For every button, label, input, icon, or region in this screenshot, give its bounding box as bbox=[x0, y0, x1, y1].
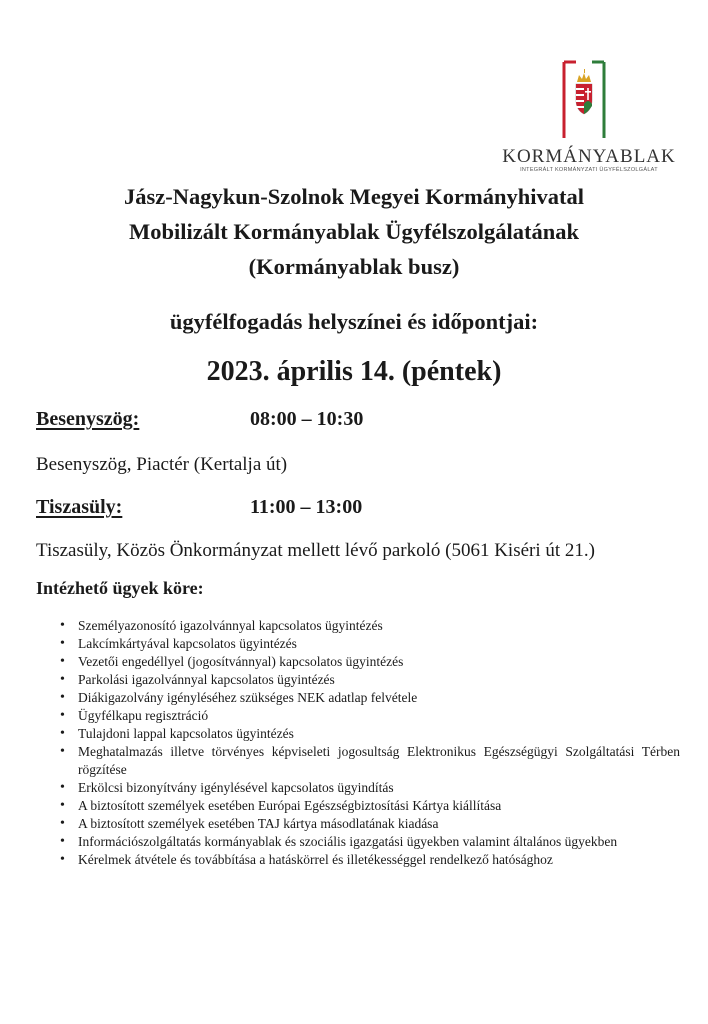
list-item: • Parkolási igazolvánnyal kapcsolatos ügyintézés bbox=[60, 671, 680, 689]
logo-wordmark: KORMÁNYABLAK bbox=[502, 146, 676, 167]
list-item: • Erkölcsi bizonyítvány igénylésével kapcsolatos ügyindítás bbox=[60, 779, 680, 797]
location-address-tiszasuly: Tiszasüly, Közös Önkormányzat mellett lévő parkoló (5061 Kiséri út 21.) bbox=[36, 540, 595, 561]
list-item: • Információszolgáltatás kormányablak és szociális igazgatási ügyekben valamint általános ügyekben bbox=[60, 833, 680, 851]
list-item: • Kérelmek átvétele és továbbítása a hatáskörrel és illetékességgel rendelkező hatósághoz bbox=[60, 851, 680, 869]
services-heading: Intézhető ügyek köre: bbox=[36, 578, 204, 598]
list-item: • Ügyfélkapu regisztráció bbox=[60, 707, 680, 725]
document-title-line-1: Jász-Nagykun-Szolnok Megyei Kormányhivatal bbox=[123, 184, 584, 209]
location-address-besenyszog: Besenyszög, Piactér (Kertalja út) bbox=[36, 454, 288, 475]
list-item: • Lakcímkártyával kapcsolatos ügyintézés bbox=[60, 635, 680, 653]
list-item: • Személyazonosító igazolvánnyal kapcsolatos ügyintézés bbox=[60, 617, 680, 635]
kormanyablak-logo bbox=[500, 60, 678, 178]
hungarian-coat-of-arms-icon bbox=[560, 60, 608, 140]
logo-subtitle: INTEGRÁLT KORMÁNYZATI ÜGYFÉLSZOLGÁLAT bbox=[520, 167, 658, 173]
document-title-line-3: (Kormányablak busz) bbox=[248, 254, 460, 279]
services-list bbox=[60, 617, 680, 869]
list-item: • A biztosított személyek esetében Európai Egészségbiztosítási Kártya kiállítása bbox=[60, 797, 680, 815]
list-item: • Tulajdoni lappal kapcsolatos ügyintézés bbox=[60, 725, 680, 743]
list-item: • Vezetői engedéllyel (jogosítvánnyal) kapcsolatos ügyintézés bbox=[60, 653, 680, 671]
location-time-tiszasuly: 11:00 – 13:00 bbox=[250, 496, 363, 518]
list-item: • Diákigazolvány igényléséhez szükséges NEK adatlap felvétele bbox=[60, 689, 680, 707]
location-time-besenyszog: 08:00 – 10:30 bbox=[250, 408, 364, 430]
event-date: 2023. április 14. (péntek) bbox=[206, 356, 502, 387]
location-name-besenyszog: Besenyszög: bbox=[36, 408, 140, 430]
list-item: • A biztosított személyek esetében TAJ kártya másodlatának kiadása bbox=[60, 815, 680, 833]
location-name-tiszasuly: Tiszasüly: bbox=[36, 496, 123, 518]
document-title-line-2: Mobilizált Kormányablak Ügyfélszolgálatának bbox=[129, 219, 579, 244]
list-item: • Meghatalmazás illetve törvényes képviseleti jogosultság Elektronikus Egészségügyi Szolgáltatási Térben rögzítése bbox=[60, 743, 680, 779]
document-subtitle: ügyfélfogadás helyszínei és időpontjai: bbox=[169, 309, 539, 334]
